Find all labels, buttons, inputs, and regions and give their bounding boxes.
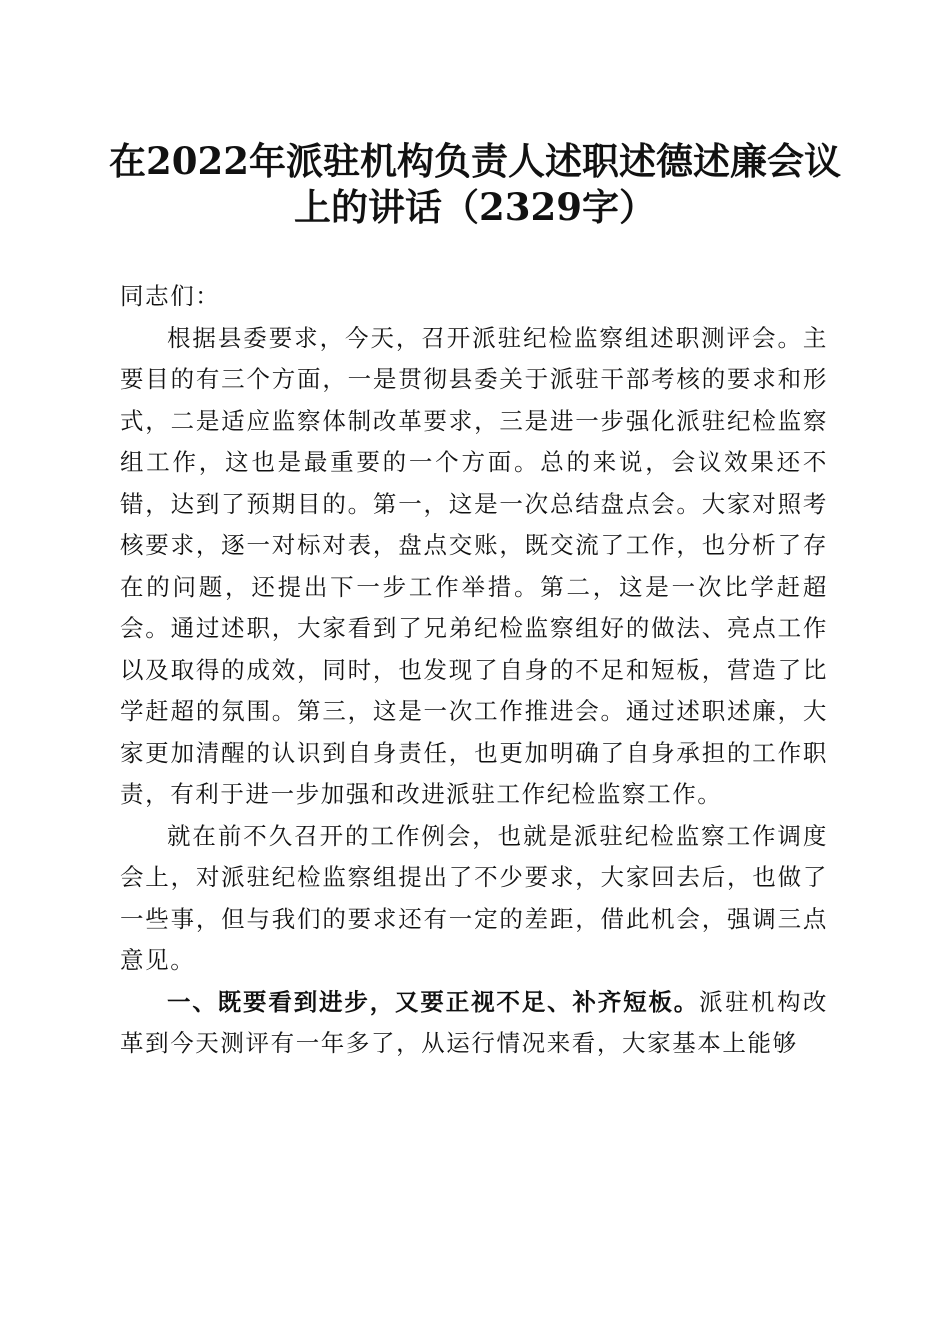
greeting: 同志们： <box>120 282 221 310</box>
document-body <box>120 276 828 1065</box>
paragraph-1: 根据县委要求，今天，召开派驻纪检监察组述职测评会。主要目的有三个方面，一是贯彻县委关于派驻干部考核的要求和形式，二是适应监察体制改革要求，三是进一步强化派驻纪检监察组工作，这也是最重要的一个方面。总的来说，会议效果还不错，达到了预期目的。第一，这是一次总结盘点会。大家对照考核要求，逐一对标对表，盘点交账，既交流了工作，也分析了存在的问题，还提出下一步工作举措。第二，这是一次比学赶超会。通过述职，大家看到了兄弟纪检监察组好的做法、亮点工作以及取得的成效，同时，也发现了自身的不足和短板，营造了比学赶超的氛围。第三，这是一次工作推进会。通过述职述廉，大家更加清醒的认识到自身责任，也更加明确了自身承担的工作职责，有利于进一步加强和改进派驻工作纪检监察工作。 <box>120 323 828 808</box>
document-title <box>100 138 850 230</box>
section-heading-1: 一、既要看到进步，又要正视不足、补齐短板。 <box>167 987 700 1016</box>
paragraph-2: 就在前不久召开的工作例会，也就是派驻纪检监察工作调度会上，对派驻纪检监察组提出了不少要求，大家回去后，也做了一些事，但与我们的要求还有一定的差距，借此机会，强调三点意见。 <box>120 821 828 974</box>
title-line-1: 在2022年派驻机构负责人述职述德述廉会议 <box>109 139 841 183</box>
paragraph-3 <box>120 982 828 1065</box>
title-line-2: 上的讲话（2329字） <box>294 185 656 229</box>
paragraph-3-text: 派驻机构改革到今天测评有一年多了，从运行情况来看，大家基本上能够 <box>120 987 829 1057</box>
